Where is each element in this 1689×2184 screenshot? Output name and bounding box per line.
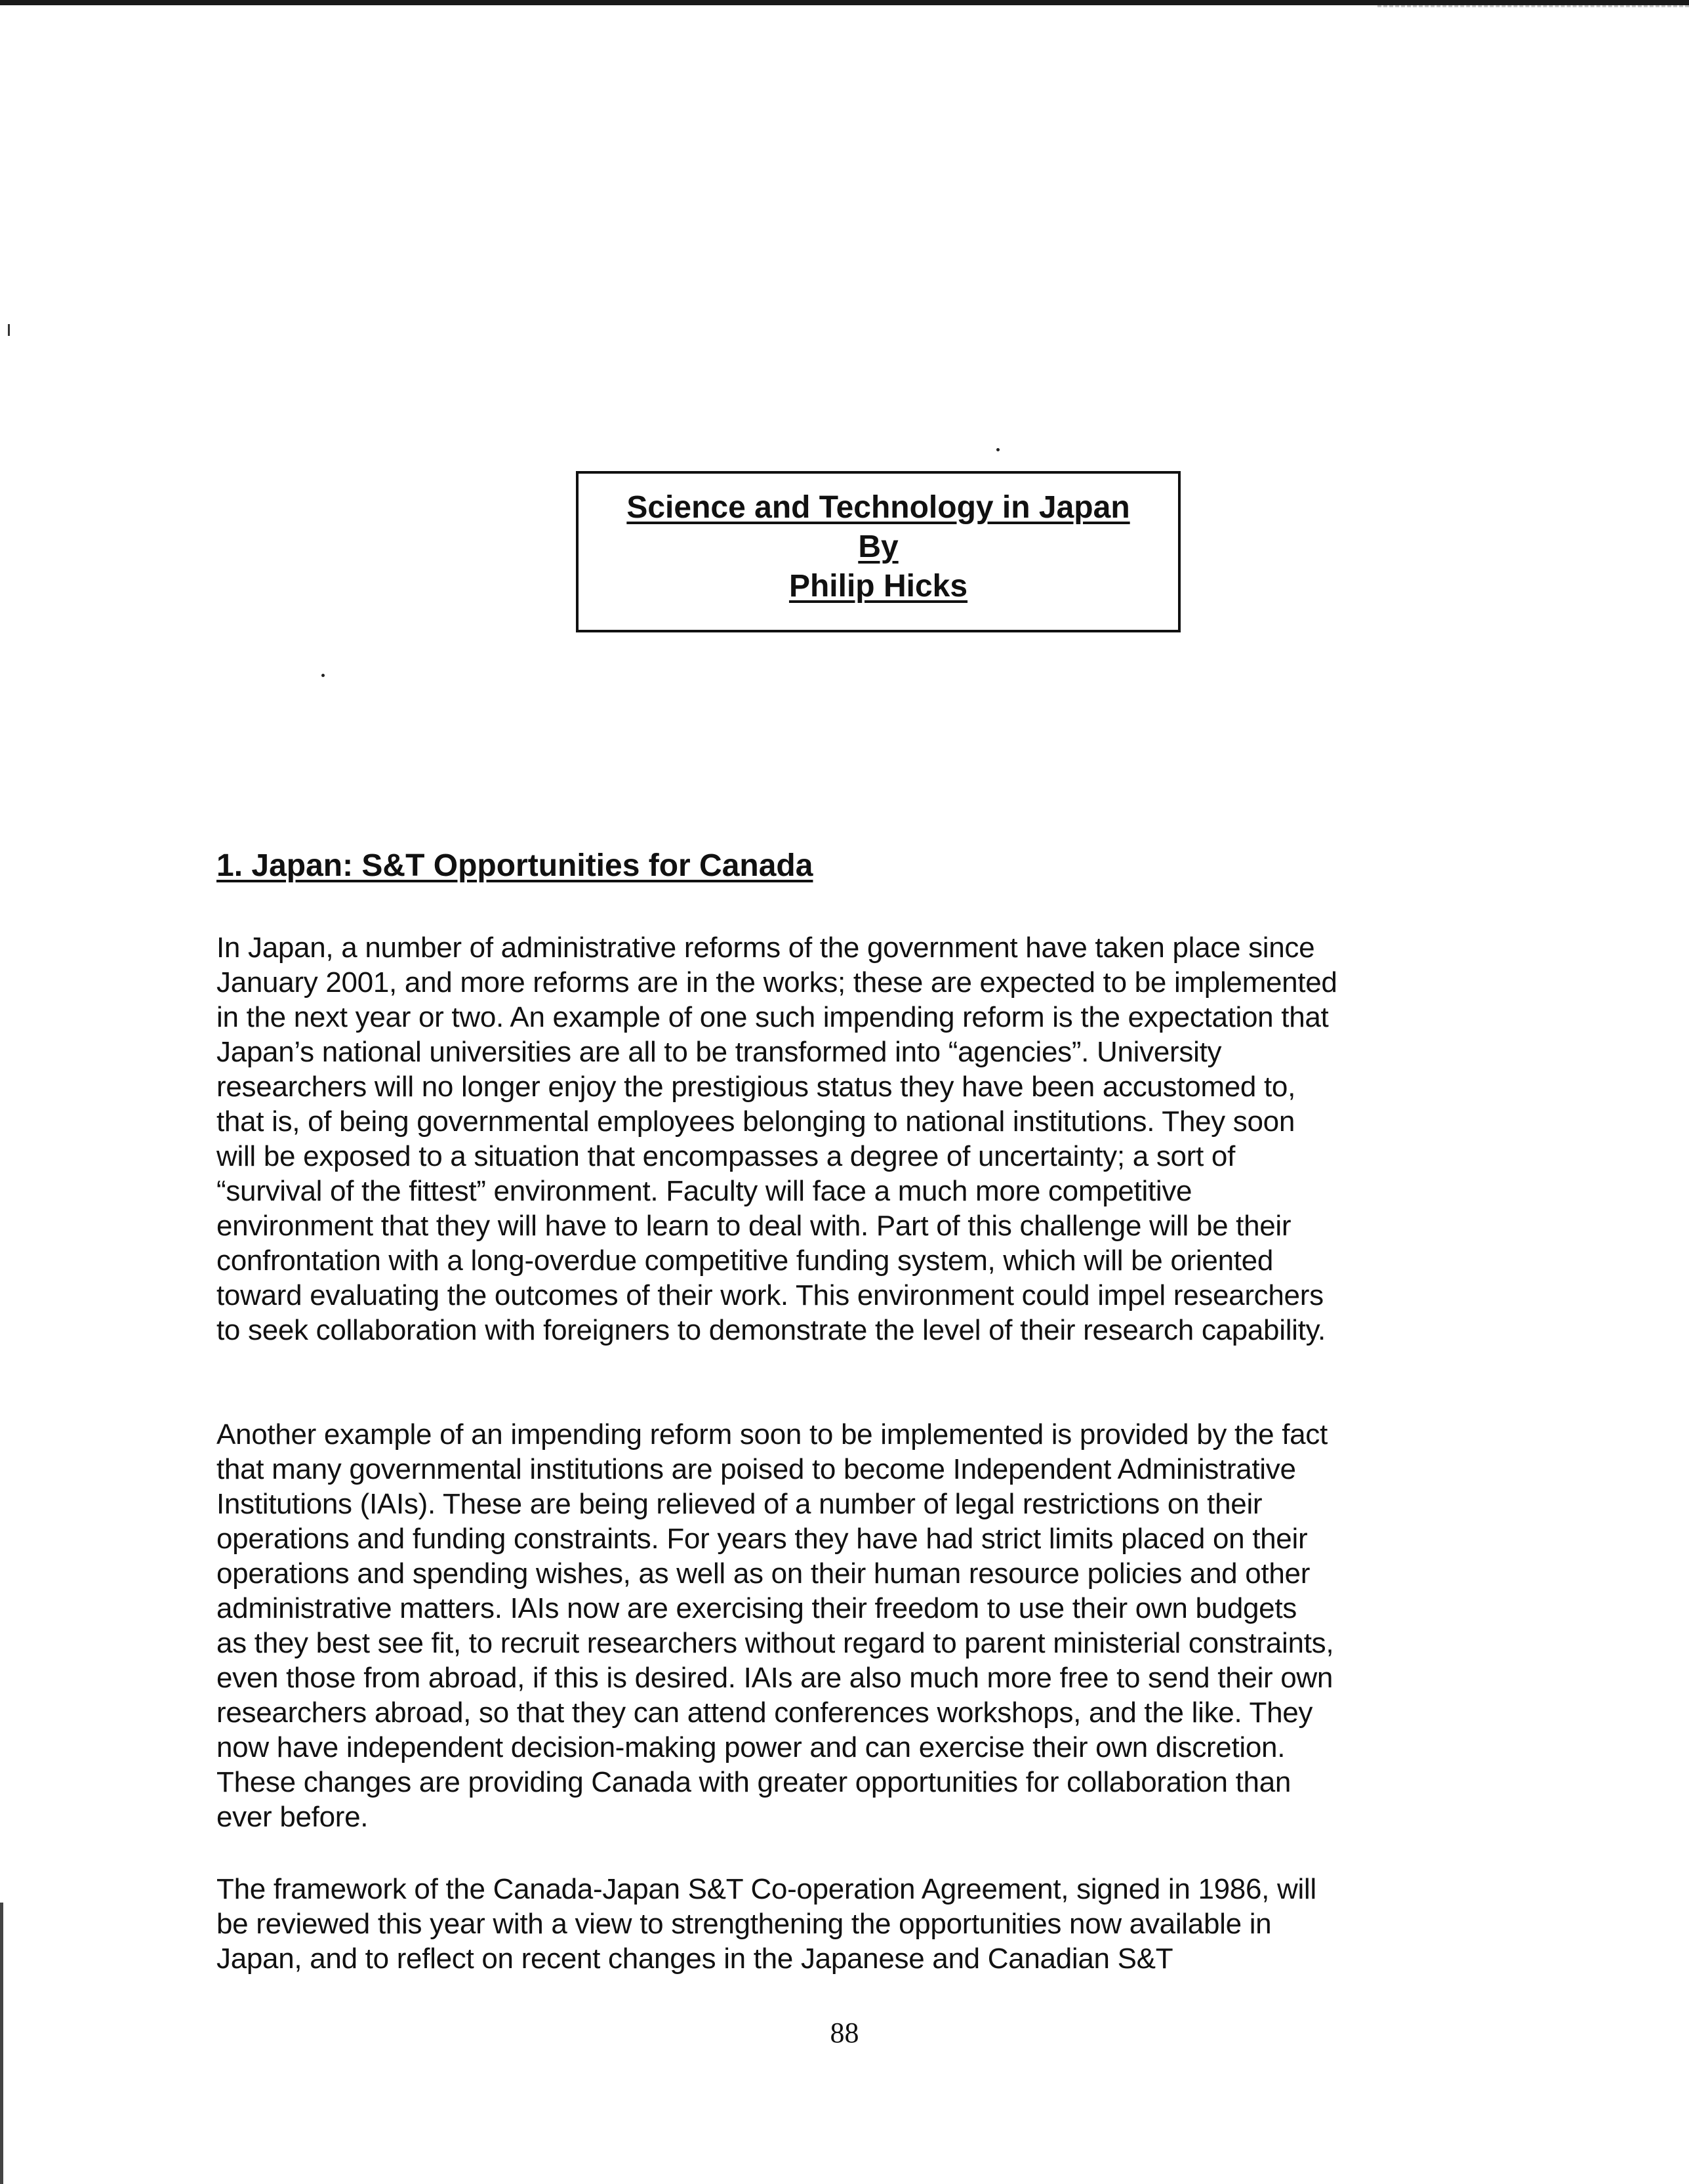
scan-mark bbox=[8, 324, 10, 336]
paragraph-line: environment that they will have to learn to deal with. Part of this challenge will be their bbox=[216, 1210, 1292, 1242]
section-heading: 1. Japan: S&T Opportunities for Canada bbox=[216, 848, 813, 883]
paragraph-line: ever before. bbox=[216, 1801, 369, 1833]
paragraph-line: confrontation with a long-overdue competitive funding system, which will be oriented bbox=[216, 1245, 1274, 1277]
paragraph-line: toward evaluating the outcomes of their work. This environment could impel researchers bbox=[216, 1279, 1324, 1311]
document-title: Science and Technology in Japan bbox=[626, 490, 1130, 525]
paragraph-line: January 2001, and more reforms are in the works; these are expected to be implemented bbox=[216, 966, 1337, 999]
byline-label: By bbox=[858, 529, 899, 564]
paragraph-line: Another example of an impending reform soon to be implemented is provided by the fact bbox=[216, 1418, 1328, 1451]
paragraph-line: as they best see fit, to recruit researchers without regard to parent ministerial constraints, bbox=[216, 1627, 1334, 1659]
paragraph-line: researchers abroad, so that they can attend conferences workshops, and the like. They bbox=[216, 1697, 1313, 1729]
paragraph-line: to seek collaboration with foreigners to demonstrate the level of their research capability. bbox=[216, 1314, 1326, 1346]
paragraph-line: operations and spending wishes, as well as on their human resource policies and other bbox=[216, 1557, 1311, 1590]
scan-top-edge-fade bbox=[1377, 5, 1689, 18]
author-name: Philip Hicks bbox=[788, 569, 968, 604]
paragraph-line: be reviewed this year with a view to strengthening the opportunities now available in bbox=[216, 1908, 1272, 1940]
paragraph-line: in the next year or two. An example of one such impending reform is the expectation that bbox=[216, 1001, 1329, 1033]
body-paragraph bbox=[216, 1872, 1463, 1976]
paragraph-line: In Japan, a number of administrative reforms of the government have taken place since bbox=[216, 932, 1315, 964]
paragraph-line: that is, of being governmental employees belonging to national institutions. They soon bbox=[216, 1105, 1295, 1138]
paragraph-line: The framework of the Canada-Japan S&T Co-operation Agreement, signed in 1986, will bbox=[216, 1873, 1316, 1905]
title-box bbox=[576, 471, 1181, 632]
paragraph-line: Japan’s national universities are all to be transformed into “agencies”. University bbox=[216, 1036, 1222, 1068]
paragraph-line: even those from abroad, if this is desired. IAIs are also much more free to send their own bbox=[216, 1662, 1333, 1694]
paragraph-line: Japan, and to reflect on recent changes in the Japanese and Canadian S&T bbox=[216, 1943, 1173, 1975]
scan-speck bbox=[996, 448, 1000, 451]
paragraph-line: will be exposed to a situation that encompasses a degree of uncertainty; a sort of bbox=[216, 1140, 1235, 1172]
paragraph-line: These changes are providing Canada with greater opportunities for collaboration than bbox=[216, 1766, 1292, 1798]
paragraph-line: “survival of the fittest” environment. Faculty will face a much more competitive bbox=[216, 1175, 1192, 1207]
paragraph-line: operations and funding constraints. For years they have had strict limits placed on their bbox=[216, 1523, 1308, 1555]
scan-speck bbox=[321, 674, 325, 677]
page-number: 88 bbox=[830, 2017, 859, 2049]
body-paragraph bbox=[216, 930, 1463, 1348]
paragraph-line: now have independent decision-making power and can exercise their own discretion. bbox=[216, 1731, 1286, 1763]
body-paragraph bbox=[216, 1417, 1463, 1834]
scan-top-edge bbox=[0, 0, 1689, 5]
paragraph-line: administrative matters. IAIs now are exercising their freedom to use their own budgets bbox=[216, 1592, 1297, 1624]
paragraph-line: researchers will no longer enjoy the prestigious status they have been accustomed to, bbox=[216, 1071, 1295, 1103]
paragraph-line: that many governmental institutions are poised to become Independent Administrative bbox=[216, 1453, 1296, 1485]
paragraph-line: Institutions (IAIs). These are being relieved of a number of legal restrictions on their bbox=[216, 1488, 1263, 1520]
